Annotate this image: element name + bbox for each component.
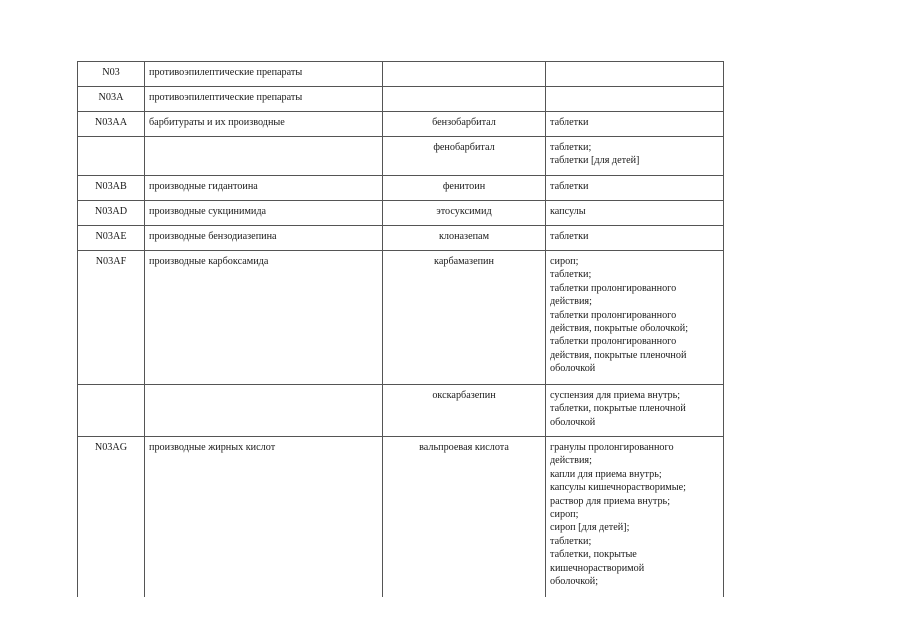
drug-name-cell: клоназепам [383, 226, 546, 251]
pharmacological-group-cell: производные карбоксамида [145, 251, 383, 385]
dosage-forms-cell [546, 62, 724, 87]
pharmacological-group-cell [145, 385, 383, 437]
dosage-forms-cell [546, 137, 724, 176]
drug-name-cell [383, 62, 546, 87]
atc-code-cell [78, 137, 145, 176]
pharmacological-group-cell: производные бензодиазепина [145, 226, 383, 251]
drug-name-cell: фенобарбитал [383, 137, 546, 176]
drug-list-table [77, 61, 724, 597]
pharmacological-group-cell: противоэпилептические препараты [145, 62, 383, 87]
dosage-forms-cell [546, 201, 724, 226]
dosage-forms-cell [546, 385, 724, 437]
table-row [78, 251, 724, 385]
table-row [78, 87, 724, 112]
drug-name-cell: карбамазепин [383, 251, 546, 385]
dosage-form-line: таблетки, покрытые [550, 549, 637, 561]
drug-name-cell [383, 87, 546, 112]
dosage-form-line: таблетки пролонгированного [550, 336, 677, 348]
atc-code-cell: N03AB [78, 176, 145, 201]
dosage-form-line: таблетки пролонгированного [550, 309, 677, 321]
table-row [78, 112, 724, 137]
dosage-form-line: оболочкой [550, 363, 596, 375]
drug-name-cell: бензобарбитал [383, 112, 546, 137]
dosage-form-line: действия; [550, 455, 592, 467]
dosage-form-line: таблетки, покрытые пленочной [550, 403, 686, 415]
dosage-form-line: суспензия для приема внутрь; [550, 390, 681, 401]
dosage-form-line: таблетки; [550, 269, 592, 281]
dosage-forms-cell [546, 176, 724, 201]
table-row [78, 137, 724, 176]
table-row [78, 226, 724, 251]
dosage-form-line: таблетки; [550, 142, 592, 153]
drug-name-cell: этосуксимид [383, 201, 546, 226]
atc-code-cell: N03AD [78, 201, 145, 226]
pharmacological-group-cell: производные сукцинимида [145, 201, 383, 226]
dosage-form-line: таблетки; [550, 535, 592, 547]
atc-code-cell: N03AE [78, 226, 145, 251]
drug-name-cell: фенитоин [383, 176, 546, 201]
pharmacological-group-cell [145, 137, 383, 176]
table-row [78, 385, 724, 437]
drug-name-cell: вальпроевая кислота [383, 437, 546, 597]
dosage-form-line: кишечнорастворимой [550, 562, 645, 574]
dosage-form-line: таблетки [550, 231, 589, 242]
atc-code-cell: N03 [78, 62, 145, 87]
pharmacological-group-cell: барбитураты и их производные [145, 112, 383, 137]
drug-name-cell: окскарбазепин [383, 385, 546, 437]
atc-code-cell: N03AA [78, 112, 145, 137]
dosage-forms-cell [546, 87, 724, 112]
dosage-form-line: таблетки [для детей] [550, 155, 640, 167]
dosage-form-line: оболочкой; [550, 576, 599, 588]
dosage-form-line: действия, покрытые пленочной [550, 349, 687, 361]
dosage-form-line: оболочкой [550, 416, 596, 428]
atc-code-cell: N03AG [78, 437, 145, 597]
dosage-form-line: раствор для приема внутрь; [550, 495, 671, 507]
table-row [78, 201, 724, 226]
pharmacological-group-cell: производные гидантоина [145, 176, 383, 201]
dosage-form-line: сироп; [550, 256, 579, 267]
dosage-form-line: капсулы кишечнорастворимые; [550, 482, 686, 494]
dosage-forms-cell [546, 251, 724, 385]
dosage-forms-cell [546, 437, 724, 597]
pharmacological-group-cell: противоэпилептические препараты [145, 87, 383, 112]
dosage-form-line: гранулы пролонгированного [550, 442, 674, 453]
dosage-form-line: таблетки [550, 181, 589, 192]
dosage-form-line: действия, покрытые оболочкой; [550, 323, 689, 335]
table-row [78, 176, 724, 201]
table-row [78, 62, 724, 87]
atc-code-cell: N03A [78, 87, 145, 112]
pharmacological-group-cell: производные жирных кислот [145, 437, 383, 597]
atc-code-cell: N03AF [78, 251, 145, 385]
dosage-form-line: сироп; [550, 509, 579, 521]
dosage-form-line: таблетки [550, 117, 589, 128]
dosage-form-line: капли для приема внутрь; [550, 468, 662, 480]
dosage-forms-cell [546, 112, 724, 137]
table-body [78, 62, 724, 597]
dosage-form-line: таблетки пролонгированного [550, 282, 677, 294]
table-row [78, 437, 724, 597]
dosage-form-line: действия; [550, 296, 592, 308]
atc-code-cell [78, 385, 145, 437]
dosage-form-line: сироп [для детей]; [550, 522, 630, 534]
dosage-form-line: капсулы [550, 206, 586, 217]
dosage-forms-cell [546, 226, 724, 251]
